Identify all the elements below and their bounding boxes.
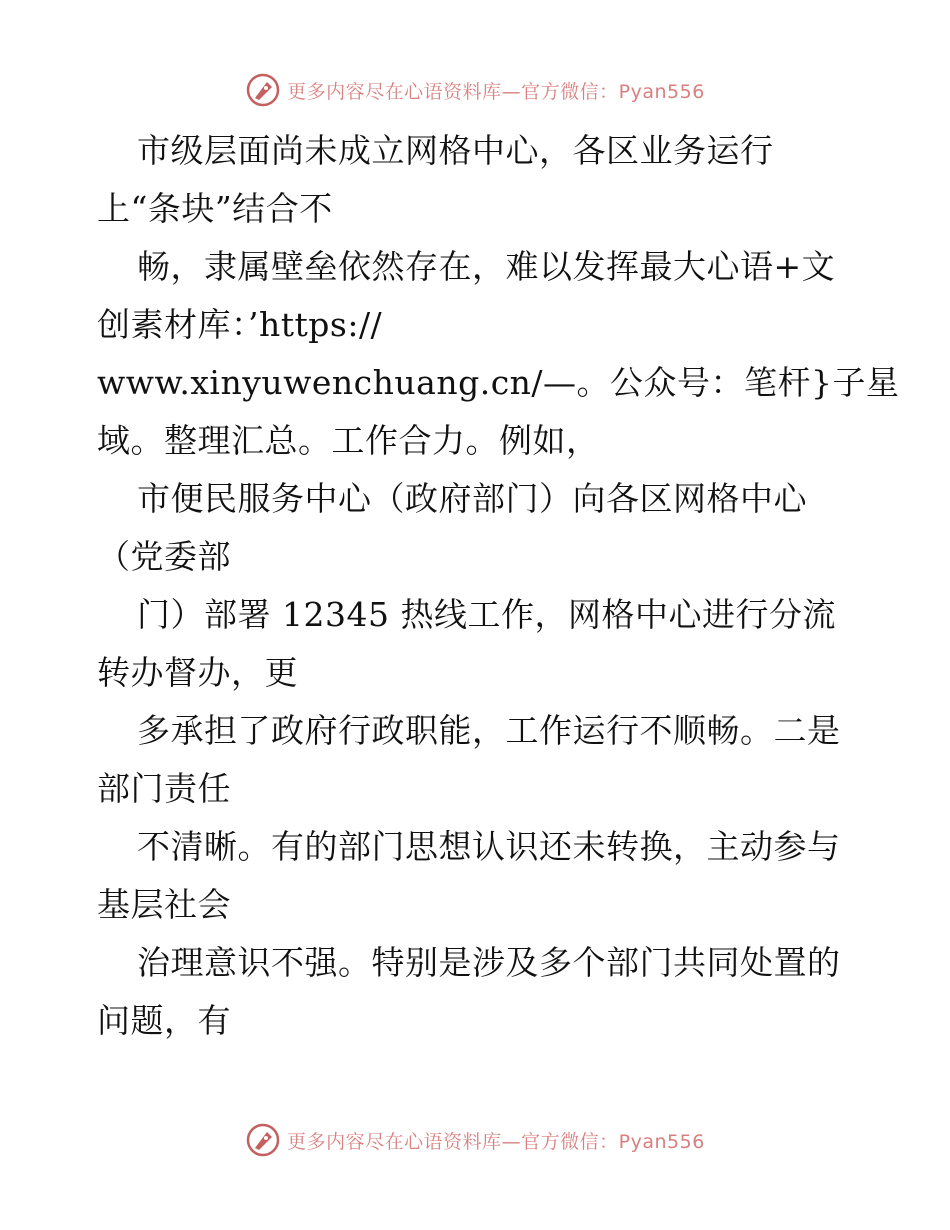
pen-nib-logo-icon: [245, 1122, 281, 1158]
document-body: [97, 122, 900, 1050]
text-line: 问题，有: [97, 1001, 231, 1040]
text-line: 畅，隶属壁垒依然存在，难以发挥最大心语+文: [137, 247, 836, 286]
text-line: 转办督办，更: [97, 653, 298, 692]
text-line: 创素材库：’https://: [97, 305, 383, 344]
header-watermark-banner: [0, 70, 950, 110]
text-line: 基层社会: [97, 885, 231, 924]
text-line: 上“条块”结合不: [97, 189, 333, 228]
footer-watermark-banner: [0, 1120, 950, 1160]
pen-nib-logo-icon: [245, 72, 281, 108]
text-line: 治理意识不强。特别是涉及多个部门共同处置的: [137, 943, 841, 982]
text-line: 多承担了政府行政职能，工作运行不顺畅。二是: [137, 711, 841, 750]
text-line: 部门责任: [97, 769, 231, 808]
text-line: （党委部: [97, 537, 231, 576]
text-line: 不清晰。有的部门思想认识还未转换，主动参与: [137, 827, 841, 866]
text-line: 域。整理汇总。工作合力。例如，: [97, 421, 600, 460]
text-line: www.xinyuwenchuang.cn/—。公众号：笔杆}子星: [97, 363, 900, 402]
text-line: 市便民服务中心（政府部门）向各区网格中心: [137, 479, 807, 518]
text-line: 市级层面尚未成立网格中心，各区业务运行: [137, 131, 774, 170]
watermark-text: 更多内容尽在心语资料库—官方微信：Pyan556: [287, 1130, 705, 1153]
watermark-text: 更多内容尽在心语资料库—官方微信：Pyan556: [287, 80, 705, 103]
text-line: 门）部署 12345 热线工作，网格中心进行分流: [137, 595, 836, 634]
